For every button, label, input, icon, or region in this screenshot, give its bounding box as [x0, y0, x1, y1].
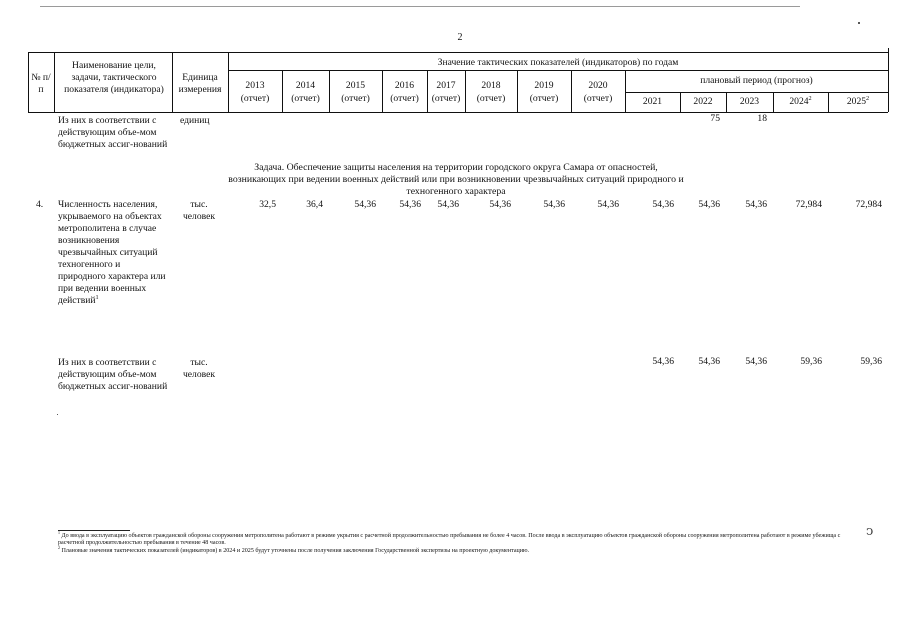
grid-line: [571, 70, 572, 112]
scan-top-edge: [40, 6, 800, 7]
row-4-value: 54,36: [543, 199, 565, 210]
grid-line: [382, 70, 383, 112]
grid-line: [329, 70, 330, 112]
row-budget-2-value: 59,36: [800, 356, 822, 367]
row-budget-value: 75: [710, 113, 720, 124]
header-name: Наименование цели, задачи, тактического показателя (индикатора): [64, 60, 164, 95]
header-year-2014: 2014: [295, 80, 316, 91]
header-planned-period: плановый период (прогноз): [700, 75, 813, 86]
header-year-2018: 2018: [481, 80, 501, 91]
header-year-2013: 2013: [245, 80, 265, 91]
grid-line: [228, 70, 888, 71]
scan-speck: [858, 22, 860, 24]
header-years-group: Значение тактических показателей (индикаторов) по годам: [437, 57, 679, 68]
grid-line: [625, 92, 888, 93]
header-year-note: (отчет): [529, 93, 559, 104]
header-year-note: (отчет): [431, 93, 461, 104]
header-plan-year-2021: 2021: [642, 96, 663, 107]
row-4-name: Численность населения, укрываемого на объектах метрополитена в случае возникновения чрезвычайных ситуаций техногенного и природного характера или при ведении военных действий$^1$: [58, 199, 166, 306]
row-budget-2-value: 59,36: [860, 356, 882, 367]
scan-speck: [57, 414, 58, 415]
row-budget-2-unit: тыс. человек: [182, 357, 216, 380]
header-year-2019: 2019: [534, 80, 554, 91]
row-4-value: 72,984: [795, 199, 822, 210]
header-year-2016: 2016: [394, 80, 415, 91]
row-budget-2-value: 54,36: [652, 356, 674, 367]
row-4-value: 54,36: [399, 199, 421, 210]
row-4-unit: тыс. человек: [182, 199, 216, 222]
row-4-value: 72,984: [855, 199, 882, 210]
grid-line: [28, 52, 29, 112]
header-plan-year-2024: 2024$^2$: [789, 94, 812, 107]
footnote-rule: [58, 530, 130, 531]
row-4-value: 54,36: [745, 199, 767, 210]
grid-line: [28, 52, 888, 53]
task-heading: Задача. Обеспечение защиты населения на территории городского округа Самара от опасностей, возникающих при ведении военных действий или при возникновении чрезвычайных ситуаций природного и техногенного характера: [228, 162, 684, 198]
row-budget-name: Из них в соответствии с действующим объе-мом бюджетных ассиг-нований: [58, 115, 168, 150]
footnote-2: $^2$ Плановые значения тактических показателей (индикаторов) в 2024 и 2025 будут уточнены после получения заключения Государственной экспертизы на проектную документацию.: [58, 545, 530, 555]
grid-line: [517, 70, 518, 112]
grid-line: [888, 48, 889, 112]
row-4-value: 36,4: [306, 199, 323, 210]
header-year-note: (отчет): [476, 93, 506, 104]
row-4-value: 54,36: [354, 199, 376, 210]
header-year-2020: 2020: [588, 80, 608, 91]
header-plan-year-2022: 2022: [693, 96, 713, 107]
header-unit: Единица измерения: [178, 72, 222, 95]
page-number: 2: [457, 32, 463, 43]
row-4-value: 54,36: [652, 199, 674, 210]
grid-line: [828, 92, 829, 112]
header-plan-year-2023: 2023: [739, 96, 760, 107]
grid-line: [172, 52, 173, 112]
row-budget-unit: единиц: [180, 115, 210, 126]
header-year-2017: 2017: [436, 80, 456, 91]
header-year-note: (отчет): [583, 93, 613, 104]
footnote-1: $^1$ До ввода в эксплуатацию объектов гражданской обороны сооружения метрополитена работают в режиме укрытия с расчетной продолжительностью пребывания не более 4 часов. После ввода в эксплуатацию объектов гражданской обороны сооружения метрополитена работают в режиме убежища с расчетной продолжительностью пребывания в течение 48 часов.: [58, 530, 841, 547]
row-4-value: 54,36: [597, 199, 619, 210]
header-year-note: (отчет): [341, 93, 370, 104]
grid-line: [282, 70, 283, 112]
grid-line: [680, 92, 681, 112]
header-year-2015: 2015: [345, 80, 366, 91]
grid-line: [228, 52, 229, 112]
grid-line: [465, 70, 466, 112]
header-year-note: (отчет): [291, 93, 320, 104]
row-4-value: 54,36: [698, 199, 720, 210]
header-year-note: (отчет): [240, 93, 270, 104]
grid-line: [773, 92, 774, 112]
header-num: № п/п: [31, 72, 51, 95]
row-budget-2-value: 54,36: [745, 356, 767, 367]
handwritten-mark: ↄ: [866, 524, 874, 539]
row-budget-2-name: Из них в соответствии с действующим объе-мом бюджетных ассиг-нований: [58, 357, 168, 392]
row-budget-value: 18: [757, 113, 767, 124]
grid-line: [625, 70, 626, 112]
row-budget-2-value: 54,36: [698, 356, 720, 367]
row-4-value: 32,5: [259, 199, 276, 210]
header-plan-year-2025: 2025$^2$: [846, 94, 870, 107]
row-4-value: 54,36: [437, 199, 459, 210]
header-year-note: (отчет): [390, 93, 419, 104]
row-4-value: 54,36: [489, 199, 511, 210]
grid-line: [54, 52, 55, 112]
grid-line: [726, 92, 727, 112]
row-4-num: 4.: [36, 199, 44, 210]
grid-line: [427, 70, 428, 112]
grid-line: [28, 112, 888, 113]
